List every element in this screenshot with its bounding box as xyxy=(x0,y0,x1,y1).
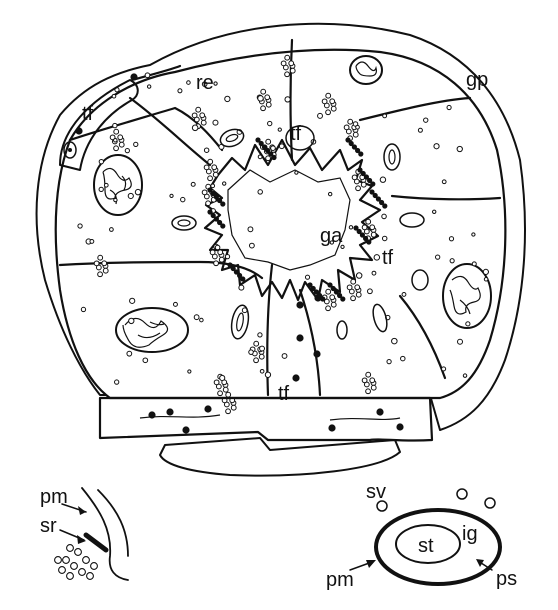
label-gp: gp xyxy=(466,69,489,91)
label-tf-right: tf xyxy=(382,247,394,269)
inset-right-label-ps: ps xyxy=(496,568,518,590)
label-tf-bottom: tf xyxy=(278,383,290,405)
inset-synaptic-vesicles xyxy=(55,545,98,580)
label-tf-left: tf xyxy=(82,103,94,125)
inset-left xyxy=(40,486,128,580)
inset-right-label-st: st xyxy=(418,535,434,557)
inset-right xyxy=(326,481,517,591)
inset-plasma-membrane-outer xyxy=(376,510,500,584)
inset-right-label-pm: pm xyxy=(326,569,354,591)
basal-stipple-layer xyxy=(160,438,400,476)
label-ga: ga xyxy=(320,225,343,247)
inset-right-label-sv: sv xyxy=(366,481,386,503)
inset-left-label-sr: sr xyxy=(40,515,57,537)
label-tf-center: tf xyxy=(290,123,302,145)
inset-right-label-ig: ig xyxy=(462,523,478,545)
label-re: re xyxy=(196,72,214,94)
inset-left-label-pm: pm xyxy=(40,486,68,508)
